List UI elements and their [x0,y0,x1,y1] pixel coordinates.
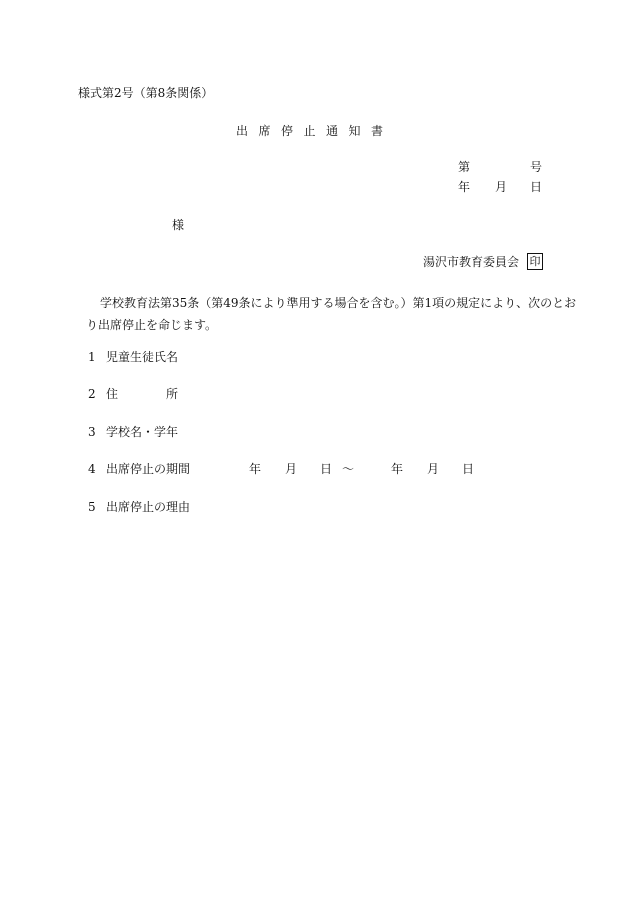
issue-date-day: 日 [530,180,543,194]
period-from-year: 年 [249,462,262,476]
addressee-honorific: 様 [172,218,185,232]
period-from-day: 日 [320,462,333,476]
issue-date-month: 月 [495,180,508,194]
item-label: 児童生徒氏名 [106,350,179,364]
item-number: 3 [88,425,96,439]
period-to-year: 年 [391,462,404,476]
issuer-name: 湯沢市教育委員会 [423,255,520,269]
seal-mark: 印 [527,253,543,270]
period-from-month: 月 [285,462,298,476]
item-number: 4 [88,462,96,476]
body-text-line-1: 学校教育法第35条（第49条により準用する場合を含む。）第1項の規定により、次のとお [100,296,577,310]
body-text [86,292,577,336]
document-title: 出席停止通知書 [236,124,394,138]
item-label: 出席停止の期間 [106,462,191,476]
period-to-day: 日 [462,462,475,476]
form-number: 様式第2号（第8条関係） [78,86,214,100]
period-tilde: ～ [342,462,355,476]
item-number: 1 [88,350,96,364]
issue-date-year: 年 [458,180,471,194]
document-number-prefix: 第 [458,160,471,174]
item-label: 出席停止の理由 [106,500,191,514]
document-number-suffix: 号 [530,160,543,174]
item-label-part-2: 所 [166,387,179,401]
item-number: 5 [88,500,96,514]
body-text-line-2: り出席停止を命じます。 [86,318,218,332]
item-label: 学校名・学年 [106,425,179,439]
period-to-month: 月 [427,462,440,476]
item-number: 2 [88,387,96,401]
item-label-part-1: 住 [106,387,119,401]
